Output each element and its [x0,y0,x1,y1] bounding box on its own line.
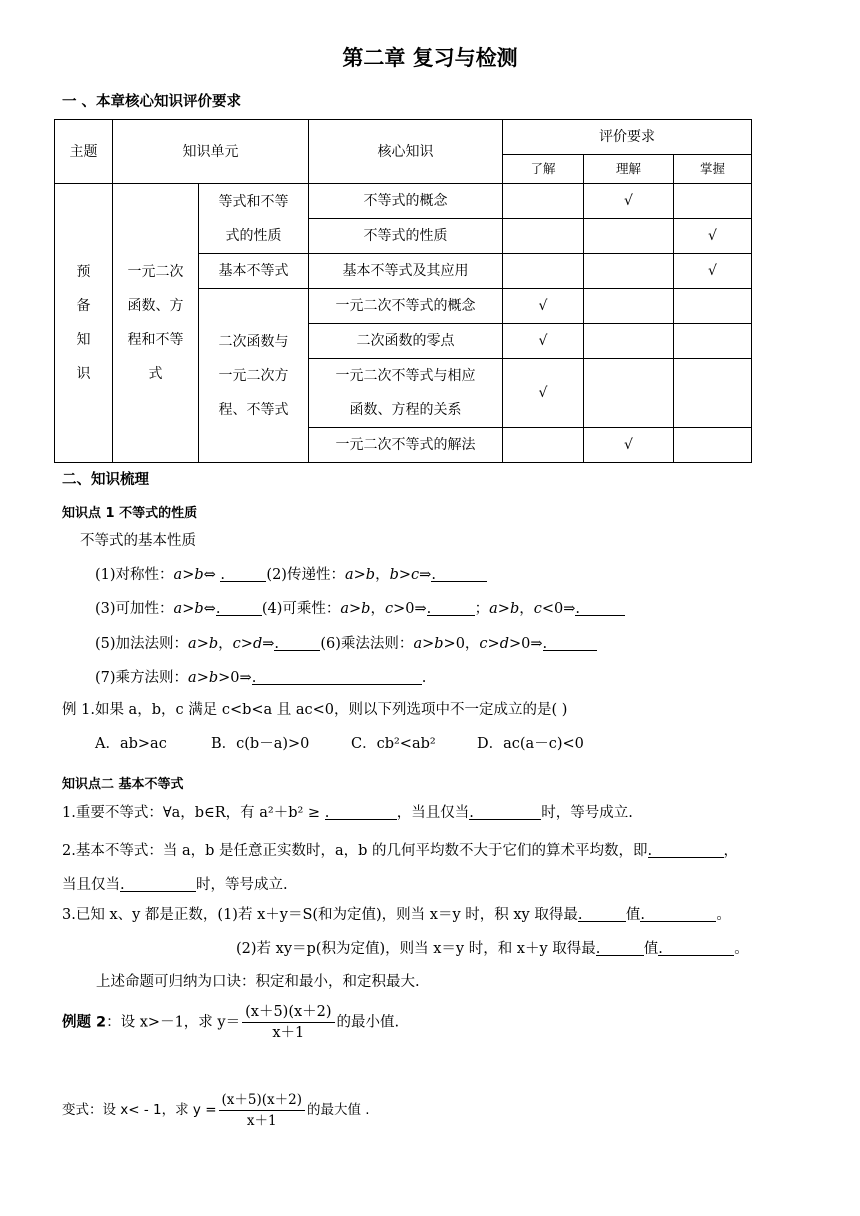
basic-ineq-3: 3.已知 x、y 都是正数，(1)若 x＋y＝S(和为定值)，则当 x＝y 时，积 xy 取得最. 值. 。 [62,907,731,923]
property-line-4: (7)乘方法则：a>b>0⇒. . [95,670,427,686]
knowledge-point-2: 知识点二 基本不等式 [62,777,184,792]
core-row: 基本不等式及其应用 [309,254,503,289]
check-cell: √ [674,219,752,254]
check-cell [503,254,584,289]
fraction: $\frac{(x+5)(x+2)}{x+1}$ [242,1002,334,1043]
check-cell: √ [584,184,674,219]
basic-ineq-2b: 当且仅当. 时，等号成立. [62,877,288,893]
core-row: 一元二次不等式的解法 [309,428,503,463]
page-title: 第二章 复习与检测 [342,46,518,70]
check-cell [674,324,752,359]
core-row: 不等式的性质 [309,219,503,254]
basic-ineq-3b: (2)若 xy＝p(积为定值)，则当 x＝y 时，和 x＋y 取得最. 值. 。 [236,941,749,957]
check-cell: √ [503,359,584,428]
check-cell [674,184,752,219]
header-eval: 评价要求 [503,120,752,155]
header-master: 掌握 [674,155,752,184]
check-cell [584,324,674,359]
check-cell [584,359,674,428]
knowledge-point-1: 知识点 1 不等式的性质 [62,506,198,521]
section-heading-2: 二、知识梳理 [62,472,149,488]
check-cell [503,184,584,219]
variant-exercise: 变式：设 x< - 1，求 y = $\frac{(x+5)(x+2)}{x+1}$ 的最大值 . [62,1092,370,1129]
check-cell [584,219,674,254]
core-row: 一元二次不等式的概念 [309,289,503,324]
core-row: 一元二次不等式与相应 函数、方程的关系 [309,359,503,428]
check-cell [674,428,752,463]
subunit-2: 基本不等式 [199,254,309,289]
topic-cell: 预 备 知 识 [55,184,113,463]
basic-ineq-2: 2.基本不等式：当 a，b 是任意正实数时，a，b 的几何平均数不大于它们的算术平均数，即. ， [62,843,739,859]
core-row: 不等式的概念 [309,184,503,219]
check-cell: √ [584,428,674,463]
subunit-1: 等式和不等 式的性质 [199,184,309,254]
check-cell [503,219,584,254]
example-2: 例题 2：设 x>－1，求 y＝ $\frac{(x+5)(x+2)}{x+1}$ 的最小值. [62,1004,400,1041]
header-understand: 理解 [584,155,674,184]
mnemonic-summary: 上述命题可归纳为口诀：积定和最小，和定积最大. [96,974,420,990]
core-row: 二次函数的零点 [309,324,503,359]
evaluation-table [54,119,752,463]
check-cell [674,359,752,428]
check-cell [584,289,674,324]
kp1-intro: 不等式的基本性质 [80,533,196,549]
check-cell [503,428,584,463]
check-cell [674,289,752,324]
example-1: 例 1.如果 a，b，c 满足 c<b<a 且 ac<0，则以下列选项中不一定成立的是( ) [62,702,568,718]
property-line-2: (3)可加性：a>b⇔. (4)可乘性：a>b，c>0⇒. ；a>b，c<0⇒. [95,597,625,618]
section-heading-1: 一 、本章核心知识评价要求 [62,94,242,110]
subunit-3: 二次函数与 一元二次方 程、不等式 [199,289,309,463]
check-cell [584,254,674,289]
header-unit: 知识单元 [113,120,309,184]
check-cell: √ [674,254,752,289]
check-cell: √ [503,324,584,359]
header-topic: 主题 [55,120,113,184]
fraction: $\frac{(x+5)(x+2)}{x+1}$ [219,1090,305,1131]
property-line-1: (1)对称性：a>b⇔ . (2)传递性：a>b，b>c⇒. [95,563,487,584]
header-core: 核心知识 [309,120,503,184]
basic-ineq-1: 1.重要不等式：∀a，b∈R，有 a²＋b² ≥ . ，当且仅当. 时，等号成立. [62,805,633,821]
unit-cell: 一元二次 函数、方 程和不等 式 [113,184,199,463]
header-know: 了解 [503,155,584,184]
check-cell: √ [503,289,584,324]
property-line-3: (5)加法法则：a>b，c>d⇒. (6)乘法法则：a>b>0，c>d>0⇒. [95,632,597,653]
example-1-options: A．ab>ac B．c(b－a)>0 C．cb²<ab² D．ac(a－c)<0 [95,736,584,752]
